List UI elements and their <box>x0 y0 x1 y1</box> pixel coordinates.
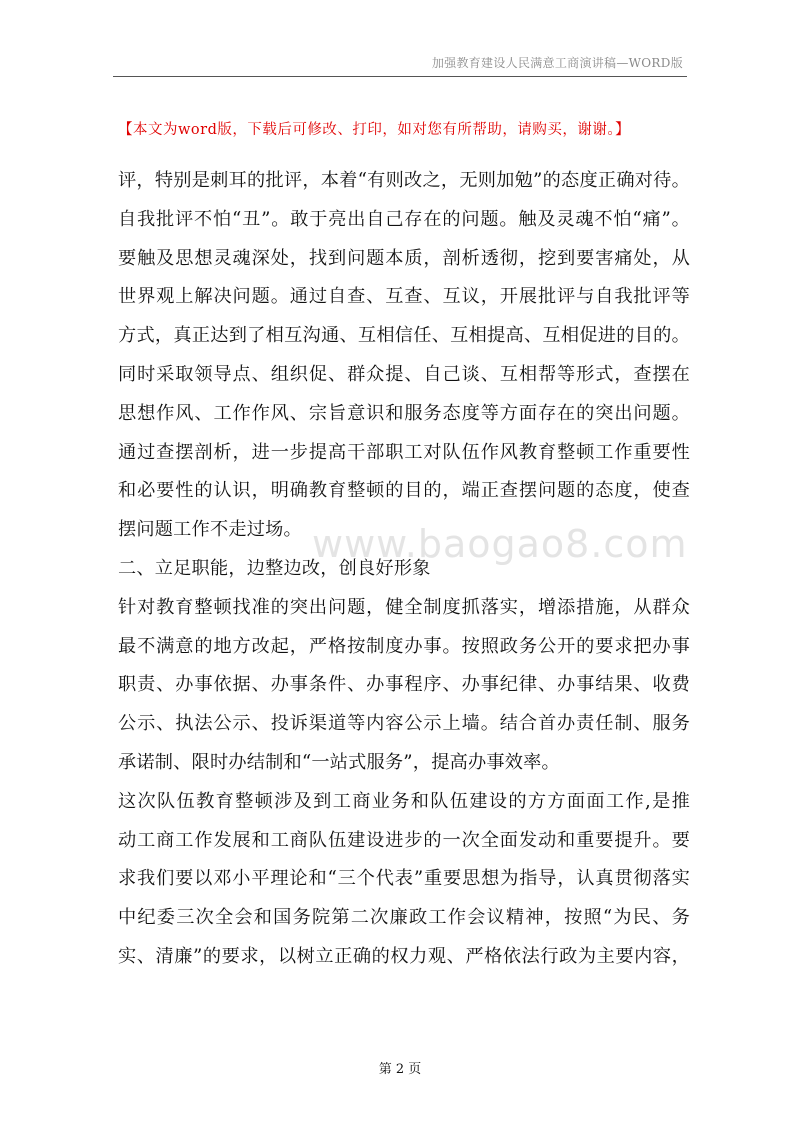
paragraph-line: 最不满意的地方改起，严格按制度办事。按照政务公开的要求把办事 <box>118 635 690 657</box>
paragraph-line: 评，特别是刺耳的批评，本着“有则改之，无则加勉”的态度正确对待。 <box>118 170 690 191</box>
paragraph-line: 和必要性的认识，明确教育整顿的目的，端正查摆问题的态度，使查 <box>118 480 690 502</box>
paragraph-line: 中纪委三次全会和国务院第二次廉政工作会议精神，按照“为民、务 <box>118 907 690 929</box>
paragraph-line: 思想作风、工作作风、宗旨意识和服务态度等方面存在的突出问题。 <box>118 402 690 424</box>
paragraph-line: 职责、办事依据、办事条件、办事程序、办事纪律、办事结果、收费 <box>118 674 690 696</box>
section-heading: 二、立足职能，边整边改，创良好形象 <box>118 557 431 579</box>
paragraph-line: 摆问题工作不走过场。 <box>118 519 302 541</box>
paragraph-line: 世界观上解决问题。通过自查、互查、互议，开展批评与自我批评等 <box>118 286 690 308</box>
page-header <box>113 52 687 77</box>
paragraph-line: 动工商工作发展和工商队伍建设进步的一次全面发动和重要提升。要 <box>118 829 690 851</box>
watermark: www.baogao8.com <box>312 522 688 566</box>
paragraph-line: 公示、执法公示、投诉渠道等内容公示上墙。结合首办责任制、服务 <box>118 713 690 735</box>
document-title: 加强教育建设人民满意工商演讲稿—WORD版 <box>431 56 683 70</box>
paragraph-line: 同时采取领导点、组织促、群众提、自己谈、互相帮等形式，查摆在 <box>118 363 690 385</box>
paragraph-line: 针对教育整顿找准的突出问题，健全制度抓落实，增添措施，从群众 <box>118 596 690 618</box>
paragraph-line: 这次队伍教育整顿涉及到工商业务和队伍建设的方方面面工作,是推 <box>118 790 690 812</box>
download-notice: 【本文为word版，下载后可修改、打印，如对您有所帮助，请购买，谢谢。】 <box>118 122 631 138</box>
paragraph-line: 通过查摆剖析，进一步提高干部职工对队伍作风教育整顿工作重要性 <box>118 441 690 463</box>
paragraph-line: 承诺制、限时办结制和“一站式服务”，提高办事效率。 <box>118 751 560 773</box>
paragraph-line: 自我批评不怕“丑”。敢于亮出自己存在的问题。触及灵魂不怕“痛”。 <box>118 208 690 230</box>
paragraph-line: 实、清廉”的要求，以树立正确的权力观、严格依法行政为主要内容， <box>118 945 690 967</box>
paragraph-line: 要触及思想灵魂深处，找到问题本质，剖析透彻，挖到要害痛处，从 <box>118 247 690 269</box>
body-text <box>118 162 690 977</box>
page-number: 第 2 页 <box>378 1062 422 1077</box>
paragraph-line: 求我们要以邓小平理论和“三个代表”重要思想为指导，认真贯彻落实 <box>118 868 690 890</box>
paragraph-line: 方式，真正达到了相互沟通、互相信任、互相提高、互相促进的目的。 <box>118 325 690 347</box>
